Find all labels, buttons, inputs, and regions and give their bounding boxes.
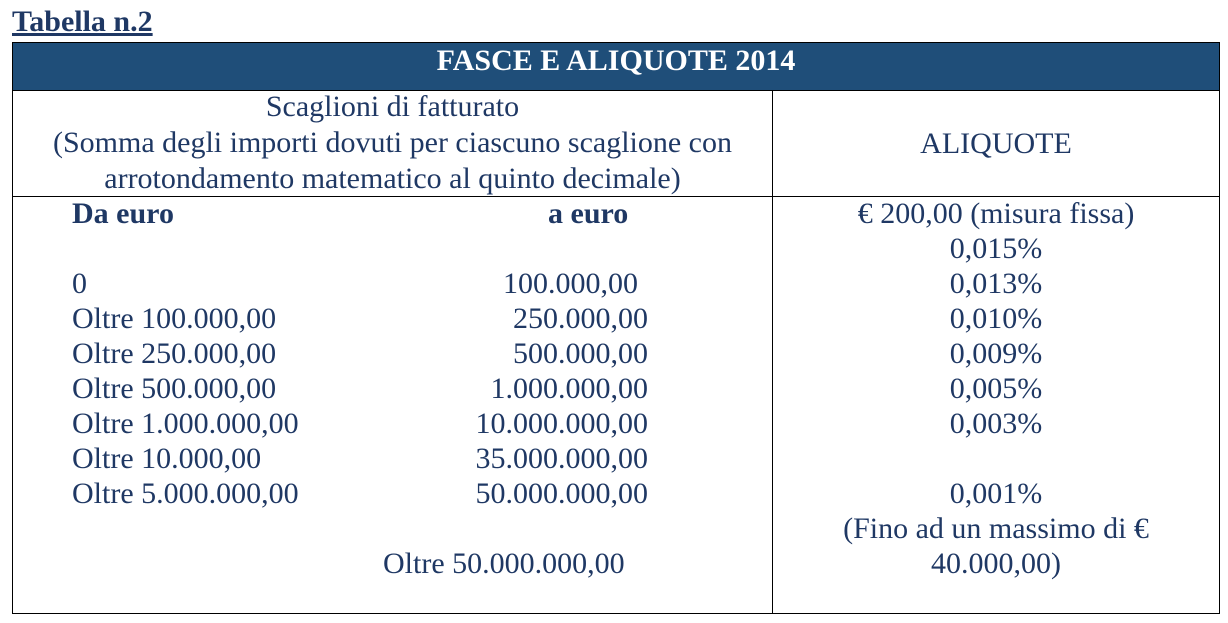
bracket-from: Oltre 5.000.000,00 <box>72 477 299 510</box>
rate-cap-note: 40.000,00) <box>931 547 1061 580</box>
bracket-to: 100.000,00 <box>503 267 638 300</box>
bracket-from: Oltre 100.000,00 <box>72 302 277 335</box>
rate-value: 0,009% <box>949 337 1043 370</box>
bracket-to: 500.000,00 <box>513 337 648 370</box>
rate-value: 0,015% <box>949 232 1043 265</box>
bracket-row <box>13 476 772 511</box>
fixed-fee: € 200,00 (misura fissa) <box>857 197 1135 230</box>
bracket-to: 10.000.000,00 <box>475 407 648 440</box>
column-from-label: Da euro <box>72 197 174 230</box>
bracket-row <box>13 371 772 406</box>
blank-line <box>773 441 1219 476</box>
blank-line <box>13 511 772 546</box>
rate-cap-note: (Fino ad un massimo di € <box>843 512 1149 545</box>
bracket-row <box>13 441 772 476</box>
bracket-to: 250.000,00 <box>513 302 648 335</box>
bracket-to: 1.000.000,00 <box>490 372 648 405</box>
bracket-column-headers <box>13 196 772 231</box>
rate-value: 0,005% <box>949 372 1043 405</box>
rate-value: 0,010% <box>949 302 1043 335</box>
bracket-row <box>13 406 772 441</box>
bracket-from: Oltre 1.000.000,00 <box>72 407 299 440</box>
rate-value: 0,013% <box>949 267 1043 300</box>
bracket-row-last <box>13 546 772 581</box>
rates-header <box>773 91 1219 196</box>
table-caption: Tabella n.2 <box>12 5 153 38</box>
column-to-label: a euro <box>548 197 629 230</box>
turnover-brackets-header <box>13 89 772 197</box>
turnover-header-line: arrotondamento matematico al quinto decimale) <box>104 162 681 195</box>
bracket-from: 0 <box>72 267 87 300</box>
rate-value: 0,003% <box>949 407 1043 440</box>
bracket-from: Oltre 500.000,00 <box>72 372 277 405</box>
bracket-to: 50.000.000,00 <box>475 477 648 510</box>
rate-value: 0,001% <box>949 477 1043 510</box>
bracket-row <box>13 301 772 336</box>
turnover-header-line: (Somma degli importi dovuti per ciascuno scaglione con <box>52 126 732 159</box>
rates-column <box>773 196 1219 581</box>
blank-line <box>13 231 772 266</box>
bracket-row <box>13 336 772 371</box>
brackets-column <box>13 196 772 581</box>
bracket-row <box>13 266 772 301</box>
last-bracket: Oltre 50.000.000,00 <box>383 547 625 580</box>
table-title: FASCE E ALIQUOTE 2014 <box>13 43 1219 90</box>
bracket-from: Oltre 10.000,00 <box>72 442 262 475</box>
turnover-header-line: Scaglioni di fatturato <box>265 90 520 123</box>
rates-header-label: ALIQUOTE <box>920 126 1072 160</box>
bracket-to: 35.000.000,00 <box>475 442 648 475</box>
bracket-from: Oltre 250.000,00 <box>72 337 277 370</box>
